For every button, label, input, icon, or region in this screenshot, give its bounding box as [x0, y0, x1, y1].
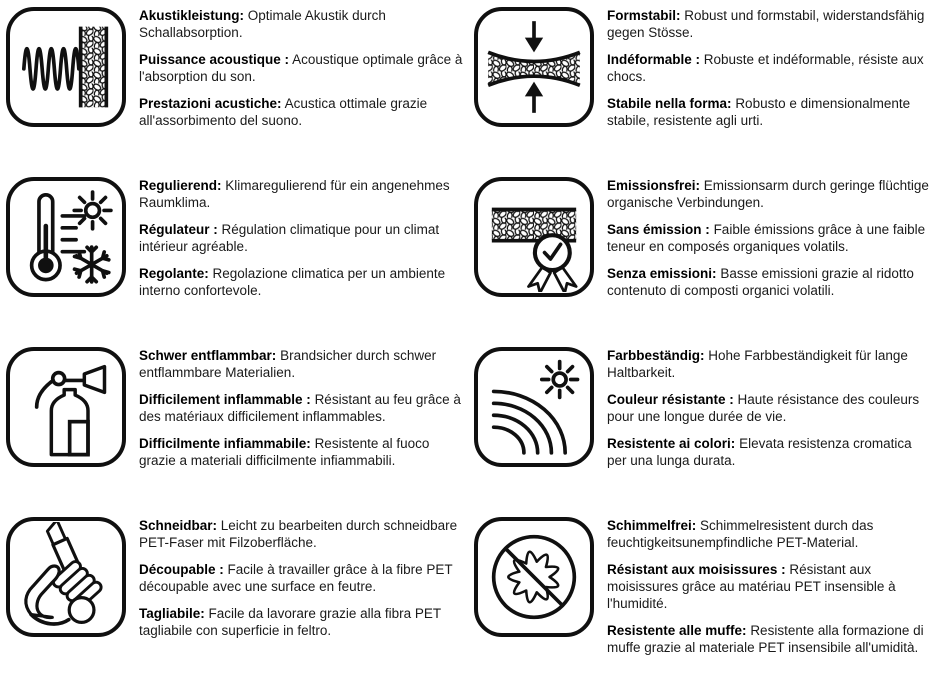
feature-text-fr: Robuste et indéformable, résiste aux chocs. — [607, 52, 924, 84]
feature-text-fr: Résistant au feu grâce à des matériaux difficilement inflammables. — [139, 392, 461, 424]
feature-label-it: Stabile nella forma: — [607, 96, 732, 111]
feature-label-de: Regulierend: — [139, 178, 222, 193]
feature-label-it: Resistente ai colori: — [607, 436, 736, 451]
color-fastness-icon — [479, 352, 589, 462]
feature-cell-mold — [474, 516, 936, 686]
feature-text-block — [139, 346, 474, 479]
feature-text-block — [607, 346, 936, 479]
feature-label-fr: Régulateur : — [139, 222, 218, 237]
feature-cell-climate — [6, 176, 474, 346]
feature-text-it: Acustica ottimale grazie all'assorbimento del suono. — [139, 96, 428, 128]
feature-text-fr: Faible émissions grâce à une faible teneur en composés organiques volatils. — [607, 222, 926, 254]
feature-icon-tile — [6, 177, 126, 297]
feature-label-it: Tagliabile: — [139, 606, 205, 621]
feature-text-it: Elevata resistenza cromatica per una lunga durata. — [607, 436, 912, 468]
feature-text-de: Robust und formstabil, widerstandsfähig gegen Stösse. — [607, 8, 925, 40]
feature-text-fr: Régulation climatique pour un climat intérieur agréable. — [139, 222, 440, 254]
feature-label-de: Akustikleistung: — [139, 8, 245, 23]
feature-text-de: Brandsicher durch schwer entflammbare Materialien. — [139, 348, 437, 380]
feature-text-it: Resistente alla formazione di muffe grazie al materiale PET insensibile all'umidità. — [607, 623, 924, 655]
feature-icon-tile — [6, 517, 126, 637]
feature-label-de: Emissionsfrei: — [607, 178, 701, 193]
feature-label-it: Resistente alle muffe: — [607, 623, 747, 638]
feature-label-it: Senza emissioni: — [607, 266, 717, 281]
feature-label-fr: Résistant aux moisissures : — [607, 562, 786, 577]
sound-absorption-icon — [11, 12, 121, 122]
feature-label-de: Farbbeständig: — [607, 348, 705, 363]
feature-label-fr: Découpable : — [139, 562, 224, 577]
feature-icon-tile — [474, 177, 594, 297]
feature-text-de: Leicht zu bearbeiten durch schneidbare PET-Faser mit Filzoberfläche. — [139, 518, 458, 550]
feature-cell-fire — [6, 346, 474, 516]
feature-text-fr: Haute résistance des couleurs pour une longue durée de vie. — [607, 392, 920, 424]
low-emission-icon — [479, 182, 589, 292]
mold-resistance-icon — [479, 522, 589, 632]
feature-text-de: Schimmelresistent durch das feuchtigkeitsunempfindliche PET-Material. — [607, 518, 874, 550]
feature-label-fr: Puissance acoustique : — [139, 52, 290, 67]
feature-text-it: Resistente al fuoco grazie a materiali difficilmente infiammabili. — [139, 436, 430, 468]
feature-text-block — [607, 516, 936, 666]
feature-label-it: Prestazioni acustiche: — [139, 96, 282, 111]
feature-text-de: Optimale Akustik durch Schallabsorption. — [139, 8, 386, 40]
feature-icon-tile — [474, 7, 594, 127]
feature-text-block — [139, 516, 474, 649]
feature-text-fr: Résistant aux moisissures grâce au matériau PET insensible à l'humidité. — [607, 562, 896, 611]
feature-text-block — [607, 176, 936, 309]
fire-resistance-icon — [11, 352, 121, 462]
feature-label-it: Regolante: — [139, 266, 209, 281]
climate-regulation-icon — [11, 182, 121, 292]
feature-label-it: Difficilmente infiammabile: — [139, 436, 311, 451]
feature-text-fr: Acoustique optimale grâce à l'absorption du son. — [139, 52, 463, 84]
feature-cell-cuttable — [6, 516, 474, 686]
feature-cell-shape-stability — [474, 6, 936, 176]
feature-icon-tile — [6, 7, 126, 127]
feature-text-it: Regolazione climatica per un ambiente interno confortevole. — [139, 266, 446, 298]
feature-label-de: Schwer entflammbar: — [139, 348, 277, 363]
feature-cell-acoustic — [6, 6, 474, 176]
feature-label-de: Schimmelfrei: — [607, 518, 697, 533]
feature-text-block — [139, 6, 474, 139]
feature-icon-tile — [6, 347, 126, 467]
feature-label-de: Formstabil: — [607, 8, 681, 23]
feature-icon-tile — [474, 517, 594, 637]
feature-text-it: Facile da lavorare grazie alla fibra PET tagliabile con superficie in feltro. — [139, 606, 441, 638]
feature-text-block — [139, 176, 474, 309]
feature-text-it: Basse emissioni grazie al ridotto contenuto di composti organici volatili. — [607, 266, 914, 298]
feature-text-de: Klimaregulierend für ein angenehmes Raumklima. — [139, 178, 450, 210]
feature-icon-tile — [474, 347, 594, 467]
feature-label-fr: Difficilement inflammable : — [139, 392, 311, 407]
feature-text-de: Hohe Farbbeständigkeit für lange Haltbarkeit. — [607, 348, 908, 380]
feature-text-fr: Facile à travailler grâce à la fibre PET découpable avec une surface en feutre. — [139, 562, 453, 594]
feature-text-block — [607, 6, 936, 139]
feature-text-it: Robusto e dimensionalmente stabile, resistente agli urti. — [607, 96, 911, 128]
feature-label-fr: Sans émission : — [607, 222, 710, 237]
feature-cell-colorfast — [474, 346, 936, 516]
cuttable-icon — [11, 522, 121, 632]
feature-label-de: Schneidbar: — [139, 518, 218, 533]
feature-cell-emission — [474, 176, 936, 346]
feature-text-de: Emissionsarm durch geringe flüchtige organische Verbindungen. — [607, 178, 929, 210]
feature-label-fr: Couleur résistante : — [607, 392, 734, 407]
shape-stability-icon — [479, 12, 589, 122]
feature-label-fr: Indéformable : — [607, 52, 701, 67]
